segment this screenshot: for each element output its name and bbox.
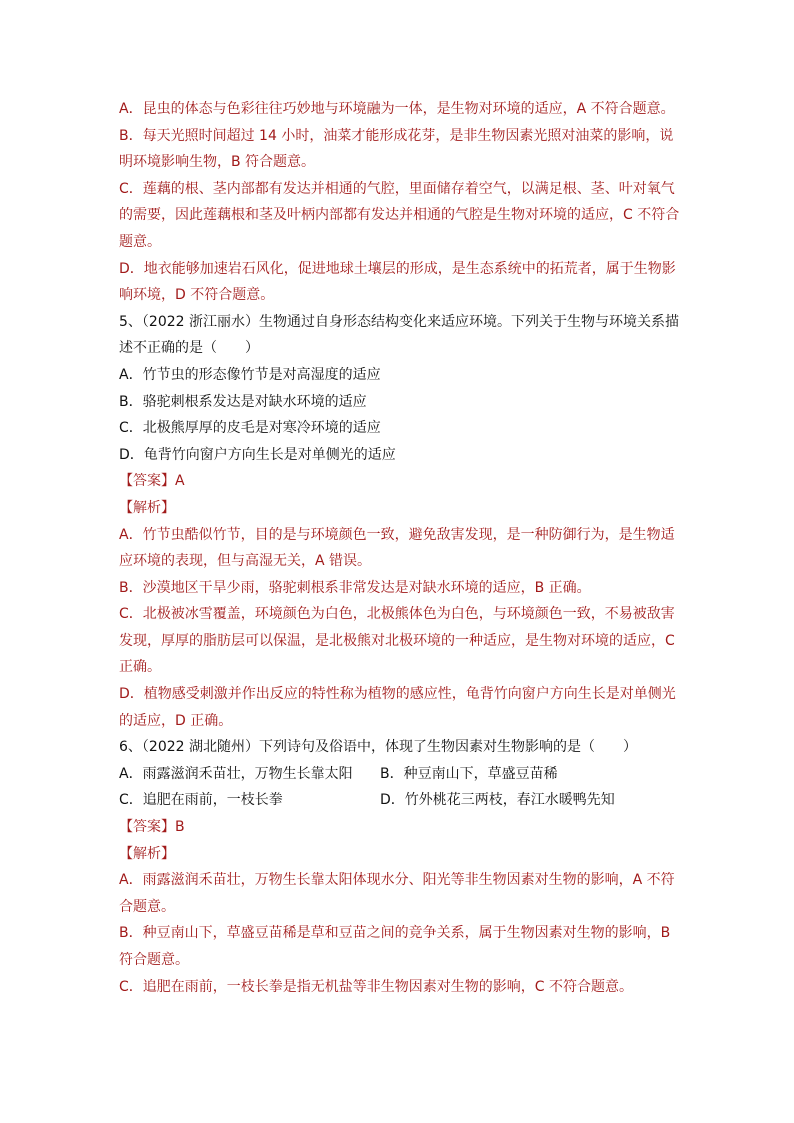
question-5-answer: 【答案】A (119, 473, 185, 490)
question-5-option-a: A．竹节虫的形态像竹节是对高湿度的适应 (119, 366, 381, 383)
question-6-options-row (119, 761, 675, 788)
analysis-line: D．地衣能够加速岩石风化，促进地球土壤层的形成，是生态系统中的拓荒者，属于生物影 (119, 260, 676, 277)
question-6-answer: 【答案】B (119, 819, 185, 836)
analysis-line: D．植物感受刺激并作出反应的特性称为植物的感应性，龟背竹向窗户方向生长是对单侧光 (119, 686, 676, 703)
question-5-stem: 5、（2022 浙江丽水）生物通过自身形态结构变化来适应环境。下列关于生物与环境关系描 (119, 313, 679, 330)
analysis-line: 正确。 (119, 659, 161, 676)
analysis-line: 题意。 (119, 233, 161, 250)
question-6-option-c: C．追肥在雨前，一枝长拳 (119, 792, 283, 809)
question-5-option-d: D．龟背竹向窗户方向生长是对单侧光的适应 (119, 446, 396, 463)
question-5-option-c: C．北极熊厚厚的皮毛是对寒冷环境的适应 (119, 420, 381, 437)
analysis-line: 应环境的表现，但与高湿无关，A 错误。 (119, 553, 372, 570)
analysis-line: C．莲藕的根、茎内部都有发达并相通的气腔，里面储存着空气，以满足根、茎、叶对氧气 (119, 180, 675, 197)
question-5-analysis-label: 【解析】 (119, 499, 175, 516)
analysis-line: A．昆虫的体态与色彩往往巧妙地与环境融为一体，是生物对环境的适应，A 不符合题意。 (119, 101, 675, 117)
analysis-line: 的需要，因此莲藕根和茎及叶柄内部都有发达并相通的气腔是生物对环境的适应，C 不符合 (119, 207, 680, 224)
analysis-line: A．雨露滋润禾苗壮，万物生长靠太阳体现水分、阳光等非生物因素对生物的影响，A 不符 (119, 872, 675, 889)
analysis-line: C．追肥在雨前，一枝长拳是指无机盐等非生物因素对生物的影响，C 不符合题意。 (119, 978, 633, 995)
question-5-stem: 述不正确的是（ ） (119, 340, 259, 357)
analysis-line: 的适应，D 正确。 (119, 712, 233, 729)
question-6-option-b: B．种豆南山下，草盛豆苗稀 (380, 765, 558, 782)
analysis-line: A．竹节虫酷似竹节，目的是与环境颜色一致，避免敌害发现，是一种防御行为，是生物适 (119, 526, 675, 543)
analysis-line: 符合题意。 (119, 952, 189, 968)
analysis-line: B．每天光照时间超过 14 小时，油菜才能形成花芽，是非生物因素光照对油菜的影响，说 (119, 127, 674, 144)
analysis-line: C．北极被冰雪覆盖，环境颜色为白色，北极熊体色为白色，与环境颜色一致，不易被敌害 (119, 606, 675, 623)
analysis-line: B．种豆南山下，草盛豆苗稀是草和豆苗之间的竞争关系，属于生物因素对生物的影响，B (119, 925, 671, 942)
question-6-option-a: A．雨露滋润禾苗壮，万物生长靠太阳 (119, 765, 353, 782)
question-6-analysis-label: 【解析】 (119, 845, 175, 862)
document-body (119, 96, 680, 1000)
analysis-line: 明环境影响生物，B 符合题意。 (119, 154, 316, 171)
question-5-option-b: B．骆驼刺根系发达是对缺水环境的适应 (119, 393, 367, 410)
question-6-option-d: D．竹外桃花三两枝，春江水暖鸭先知 (380, 792, 615, 809)
question-6-stem: 6、（2022 湖北随州）下列诗句及俗语中，体现了生物因素对生物影响的是（ ） (119, 739, 637, 756)
analysis-line: B．沙漠地区干旱少雨，骆驼刺根系非常发达是对缺水环境的适应，B 正确。 (119, 579, 591, 596)
analysis-line: 发现，厚厚的脂肪层可以保温，是北极熊对北极环境的一种适应，是生物对环境的适应，C (119, 632, 675, 649)
analysis-line: 合题意。 (119, 898, 175, 915)
question-6-options-row (119, 787, 675, 814)
analysis-line: 响环境，D 不符合题意。 (119, 287, 275, 304)
